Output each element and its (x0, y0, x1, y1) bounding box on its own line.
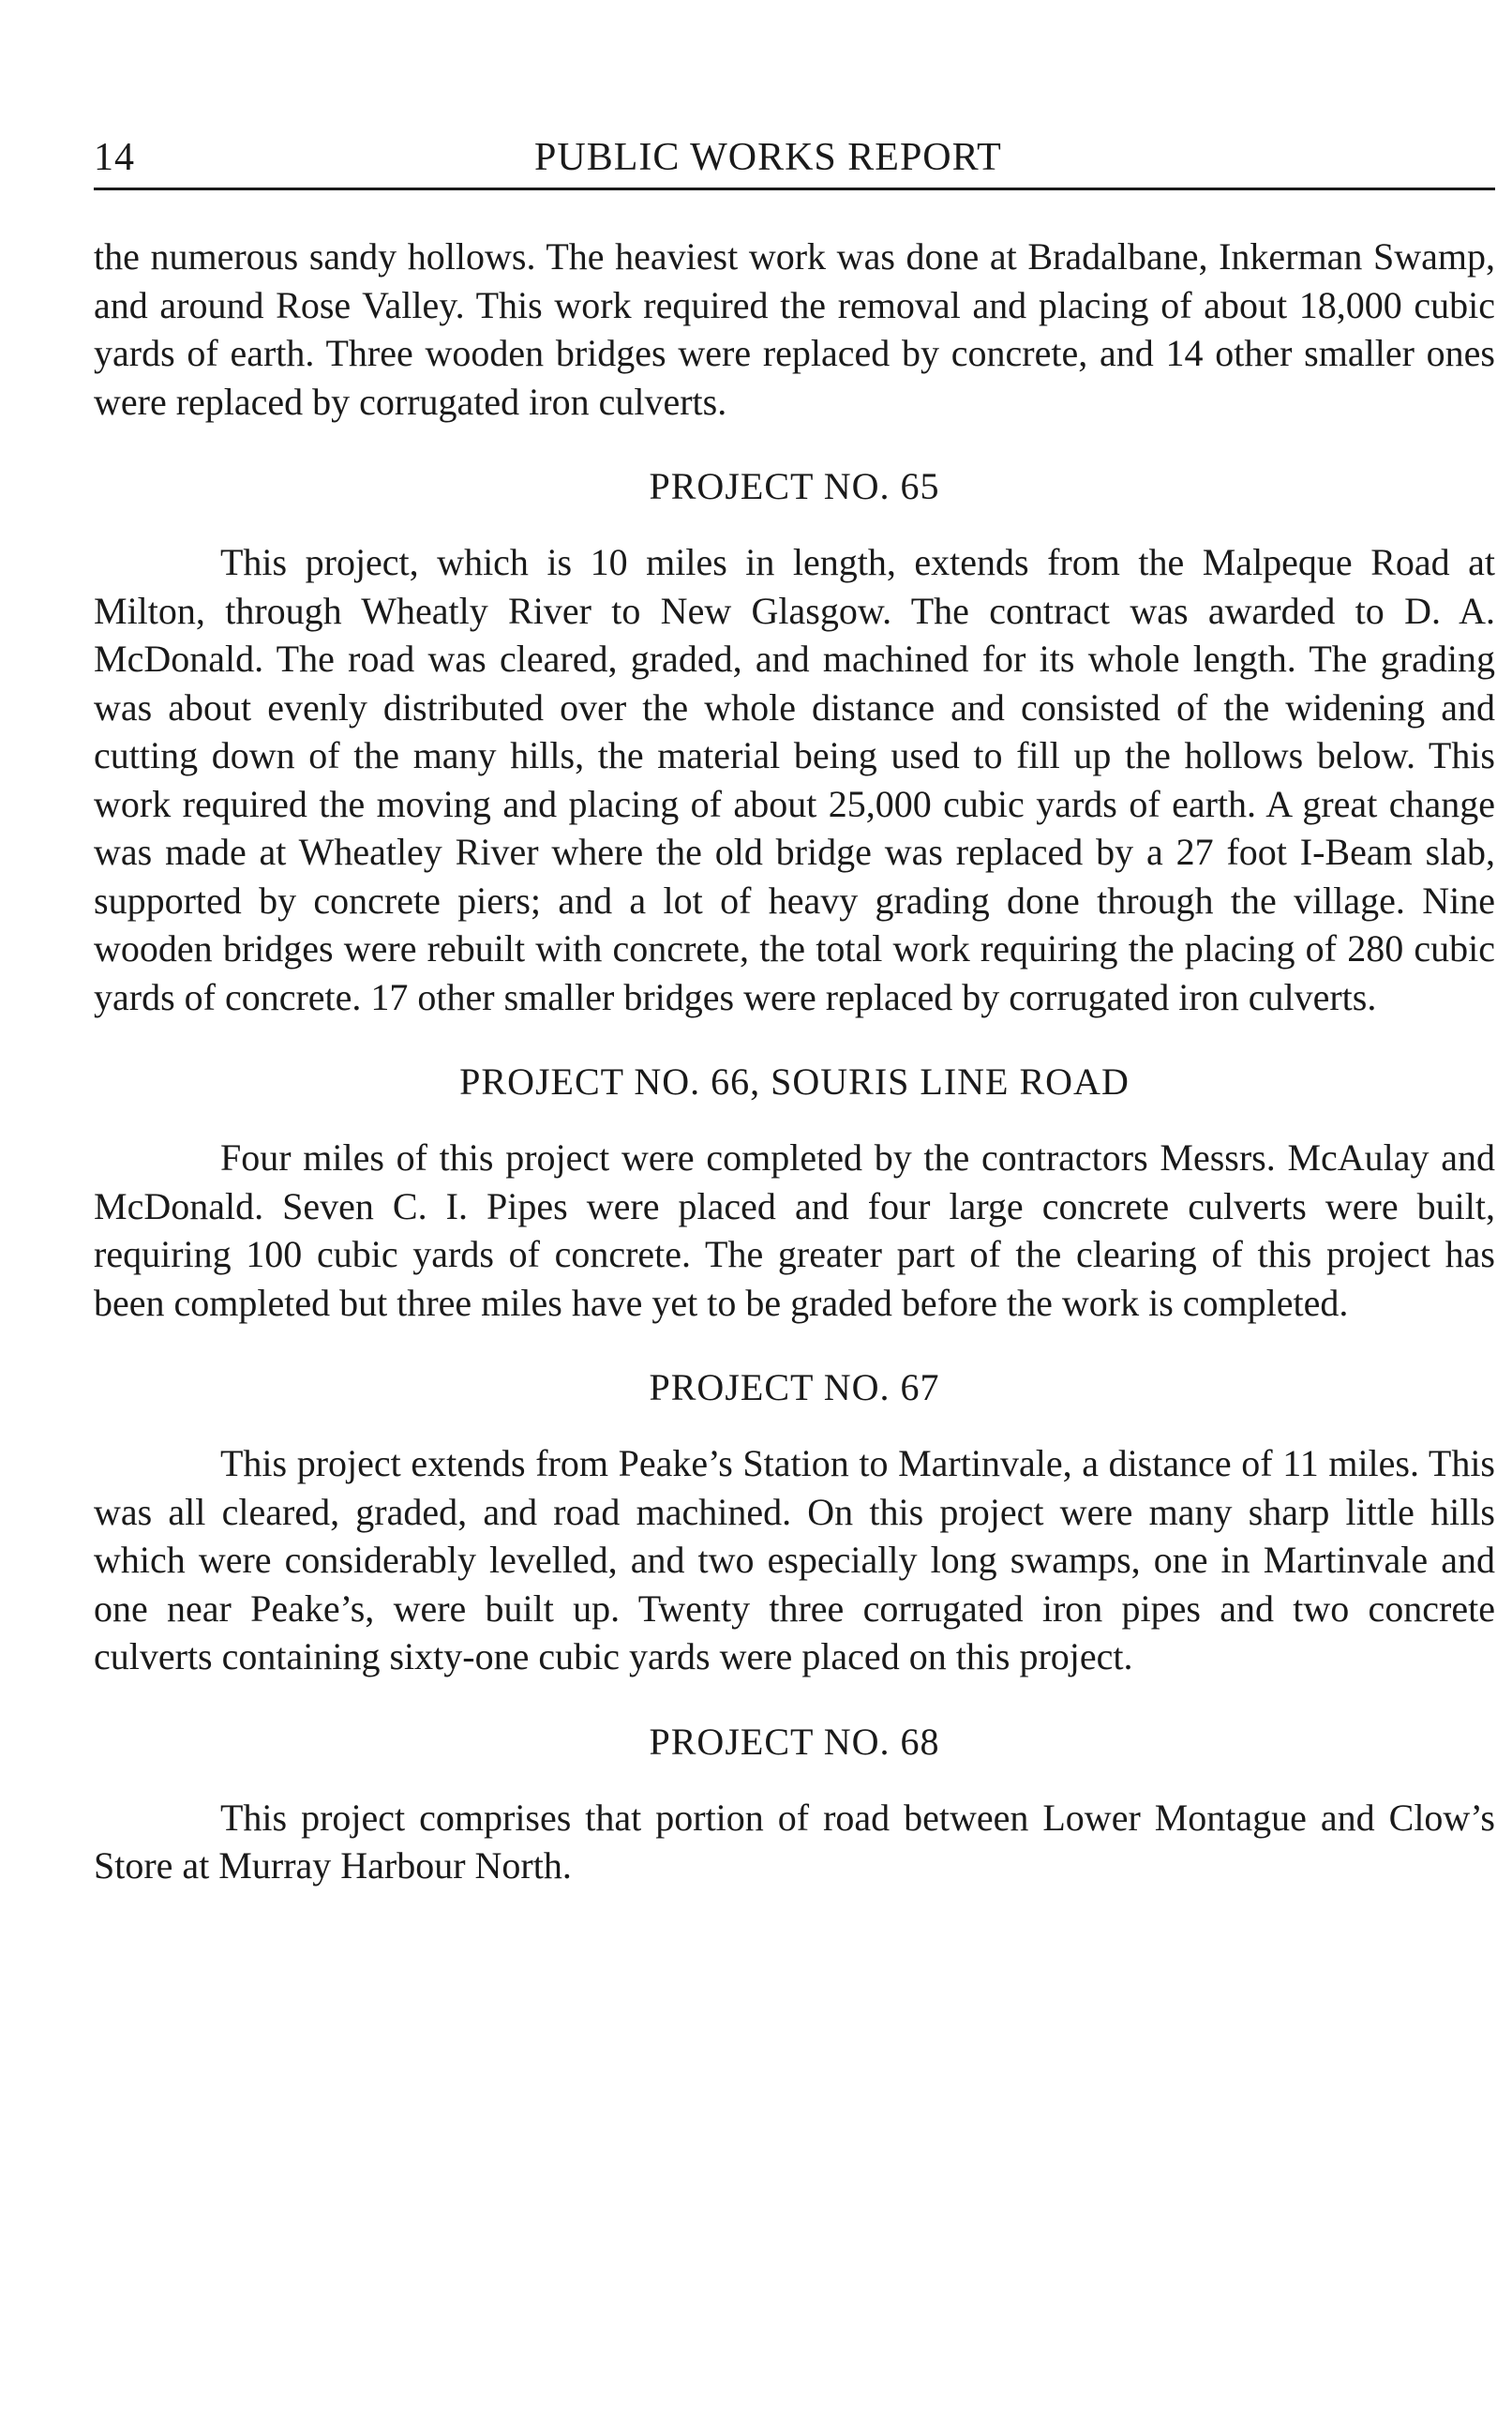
project-65-paragraph: This project, which is 10 miles in length, extends from the Malpeque Road at Milton, through Wheatly River to New Glasgow. The contract was awarded to D. A. McDonald. The road was cleared, graded, and machined for its whole length. The grading was about evenly distributed over the whole distance and consisted of the widening and cutting down of the many hills, the material being used to fill up the hollows below. This work required the moving and placing of about 25,000 cubic yards of earth. A great change was made at Wheatley River where the old bridge was replaced by a 27 foot I-Beam slab, supported by concrete piers; and a lot of heavy grading done through the village. Nine wooden bridges were rebuilt with concrete, the total work requiring the placing of 280 cubic yards of concrete. 17 other smaller bridges were replaced by corrugated iron culverts. (94, 541, 1495, 1018)
continued-paragraph: the numerous sandy hollows. The heaviest work was done at Bradalbane, Inkerman Swamp, and around Rose Valley. This work required the removal and placing of about 18,000 cubic yards of earth. Three wooden bridges were replaced by concrete, and 14 other smaller ones were replaced by corrugated iron culverts. (94, 235, 1495, 423)
project-68-heading: PROJECT NO. 68 (649, 1720, 940, 1763)
page-number: 14 (94, 136, 135, 179)
project-66-heading: PROJECT NO. 66, SOURIS LINE ROAD (459, 1060, 1130, 1103)
project-67-paragraph: This project extends from Peake’s Station to Martinvale, a distance of 11 miles. This was all cleared, graded, and road machined. On this project were many sharp little hills which were considerably levelled, and two especially long swamps, one in Martinvale and one near Peake’s, were built up. Twenty three corrugated iron pipes and two concrete culverts containing sixty-one cubic yards were placed on this project. (94, 1442, 1495, 1677)
report-title: PUBLIC WORKS REPORT (534, 136, 1002, 179)
page-content (94, 190, 1495, 1890)
project-65-heading: PROJECT NO. 65 (649, 465, 940, 507)
project-68-paragraph: This project comprises that portion of road between Lower Montague and Clow’s Store at Murray Harbour North. (94, 1796, 1495, 1887)
project-66-paragraph: Four miles of this project were completed by the contractors Messrs. McAulay and McDonald. Seven C. I. Pipes were placed and four large concrete culverts were built, requiring 100 cubic yards of concrete. The greater part of the clearing of this project has been completed but three miles have yet to be graded before the work is completed. (94, 1136, 1495, 1324)
running-header (94, 131, 1495, 190)
project-67-heading: PROJECT NO. 67 (649, 1366, 940, 1408)
document-page (94, 131, 1495, 1890)
